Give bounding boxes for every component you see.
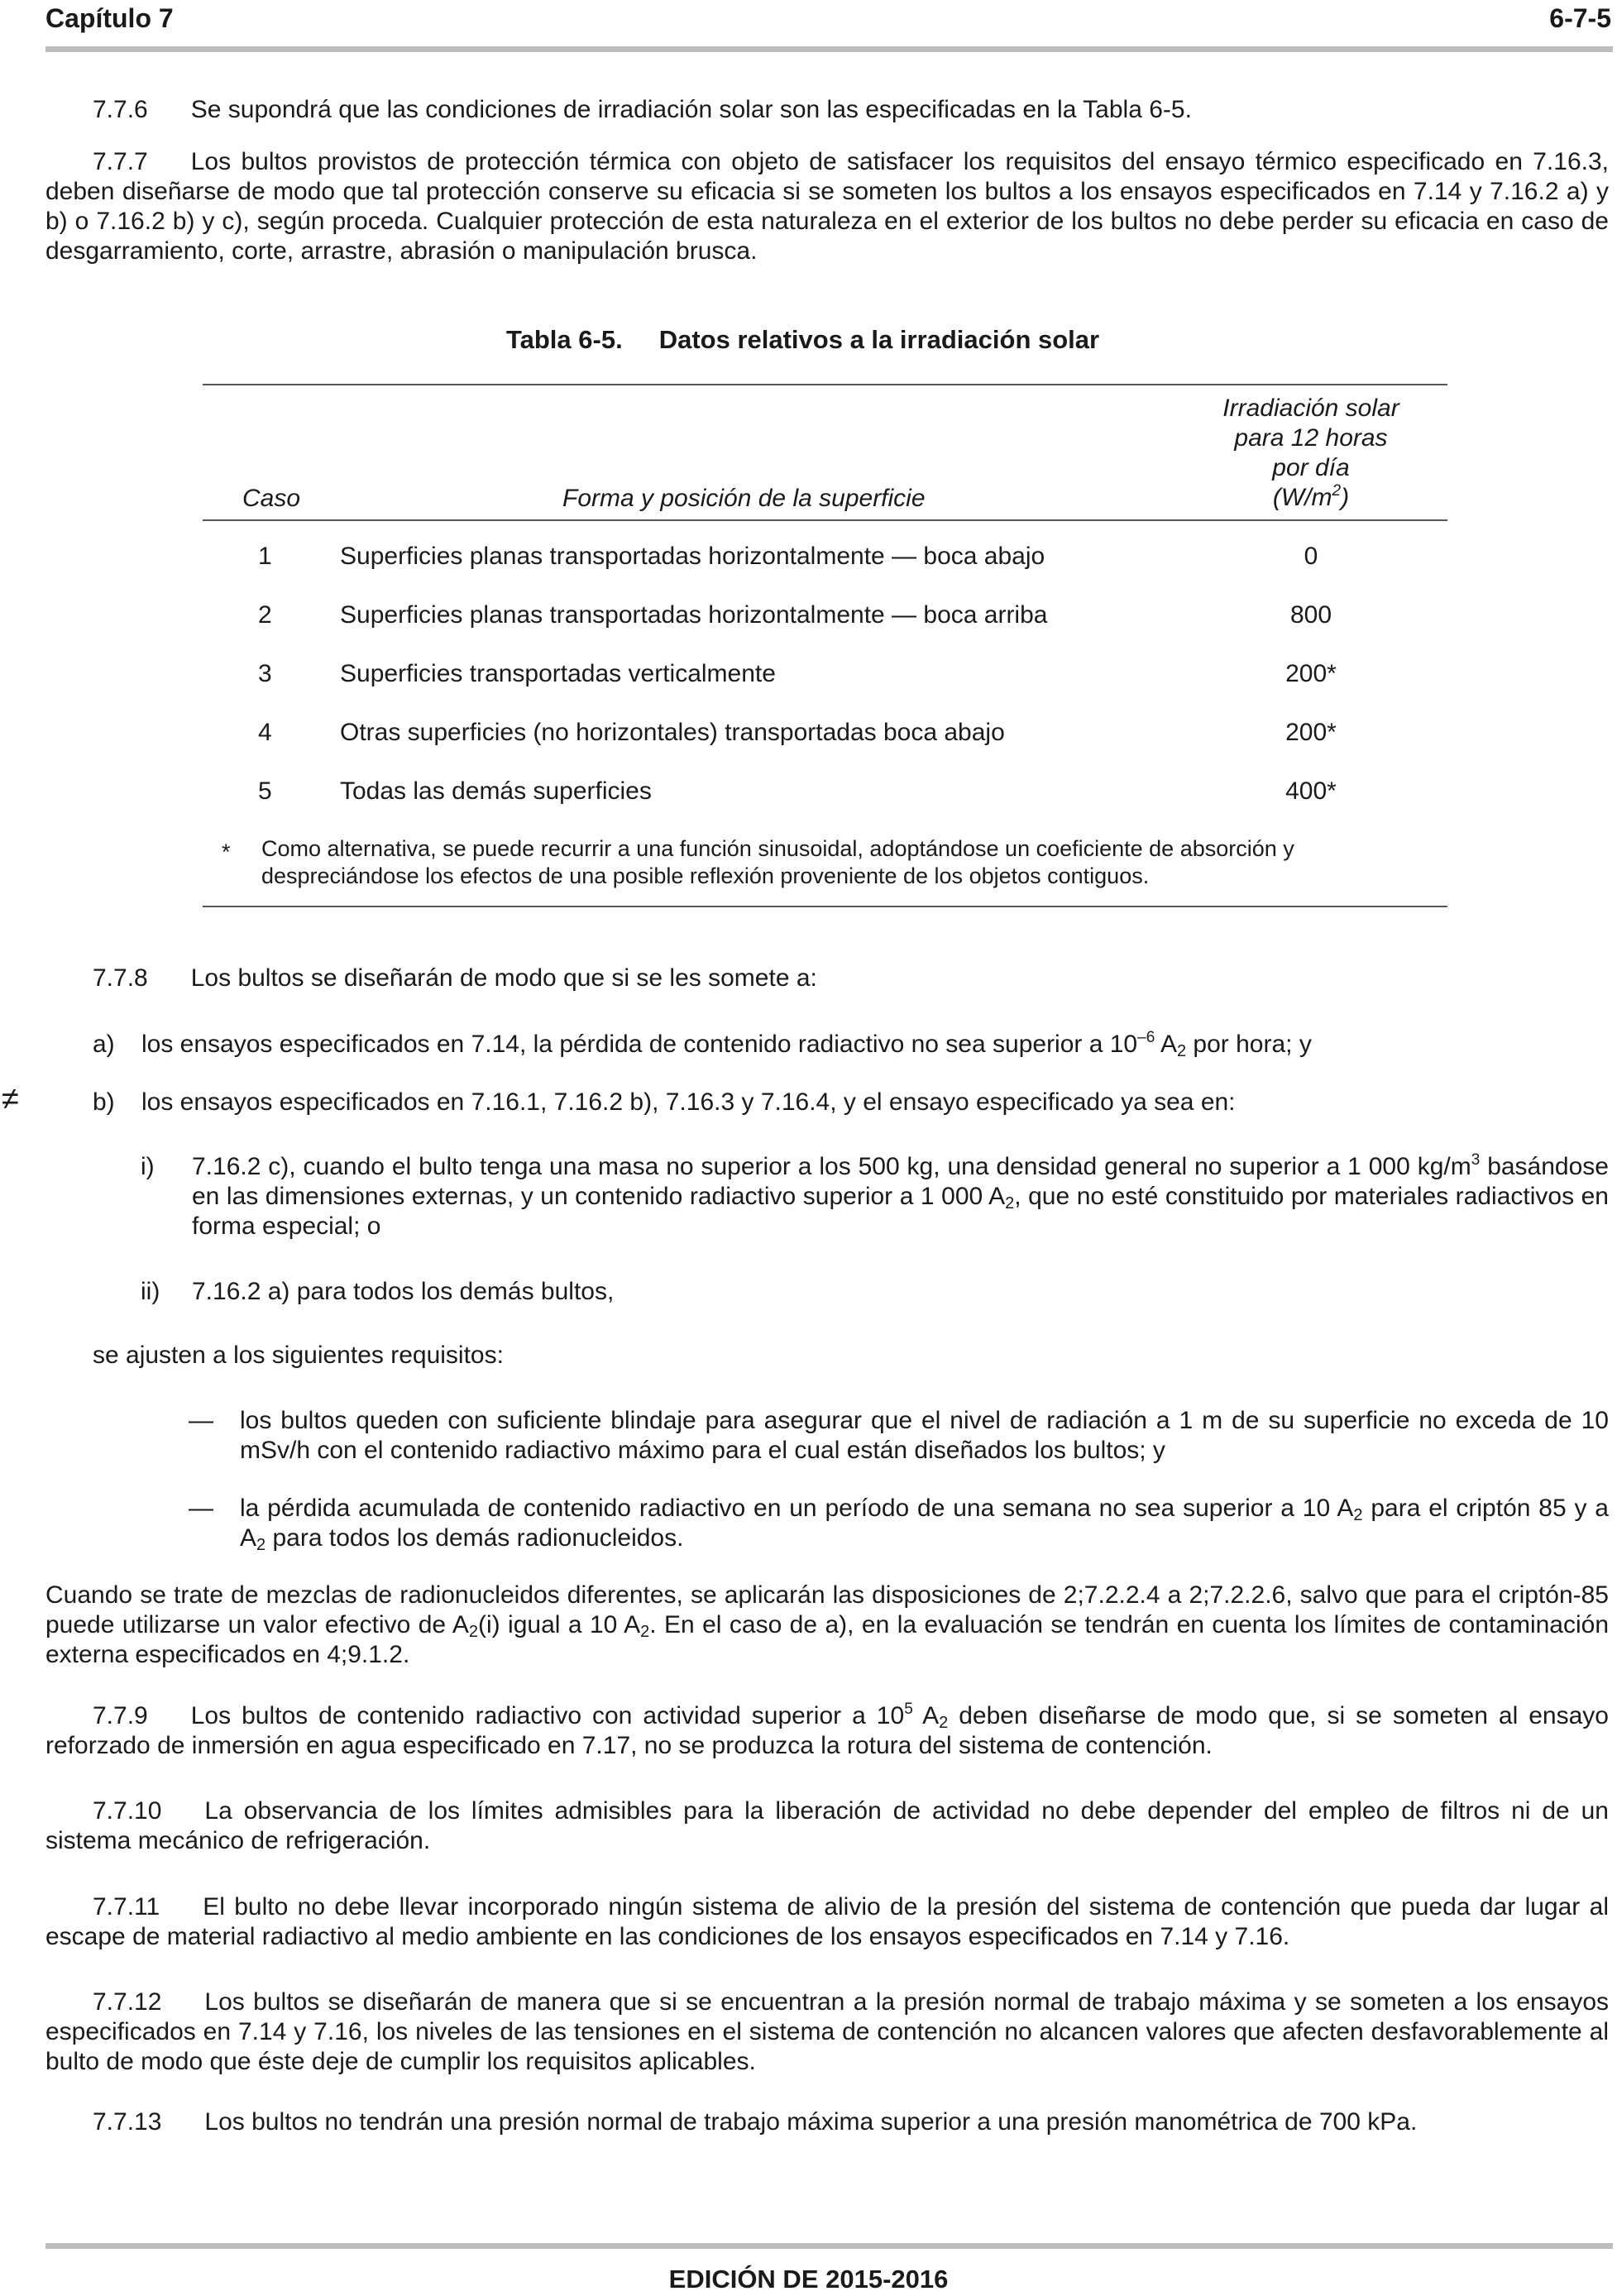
- dash-bullet: —: [189, 1407, 213, 1434]
- page-number: 6-7-5: [1549, 3, 1611, 33]
- cell-case: 2: [258, 601, 272, 629]
- para-number: 7.7.8: [93, 964, 148, 992]
- para-text: La observancia de los límites admisibles para la liberación de actividad no debe depender del empleo de filtros ni de un sistema mecánico de refrigeración.: [45, 1797, 1609, 1854]
- cell-surface: Otras superficies (no horizontales) transportadas boca abajo: [340, 719, 1005, 746]
- para-text: Los bultos se diseñarán de manera que si se encuentran a la presión normal de trabajo máxima y se someten a los ensayos especificados en 7.14 y 7.16, los niveles de las tensiones en el sistema de contención no alcancen valores que afecten desfavorablemente al bulto de modo que éste deje de cumplir los requisitos aplicables.: [45, 1988, 1609, 2075]
- paragraph-7-7-12: [45, 1987, 1609, 2077]
- cell-case: 5: [258, 777, 272, 805]
- para-number: 7.7.11: [93, 1893, 160, 1921]
- dash-bullet: —: [189, 1495, 213, 1522]
- item-a-text: los ensayos especificados en 7.14, la pérdida de contenido radiactivo no sea superior a $10^{-6}$ $A_2$ por hora; y: [141, 1029, 1312, 1060]
- footer-rule: [45, 2243, 1613, 2249]
- col-header-surface: Forma y posición de la superficie: [562, 485, 926, 512]
- para-number: 7.7.7: [93, 148, 148, 175]
- cell-surface: Superficies planas transportadas horizontalmente — boca arriba: [340, 601, 1048, 629]
- para-text: Se supondrá que las condiciones de irradiación solar son las especificadas en la Tabla 6-5.: [190, 96, 1192, 123]
- cell-value: 400*: [1285, 777, 1337, 805]
- para-number: 7.7.12: [93, 1988, 162, 2016]
- table-label: Tabla 6-5.: [506, 325, 623, 354]
- para-text: El bulto no debe llevar incorporado ningún sistema de alivio de la presión del sistema de contención que pueda dar lugar al escape de material radiactivo al medio ambiente en las condiciones de los ensayos especificados en 7.14 y 7.16.: [45, 1893, 1609, 1950]
- cell-value: 200*: [1285, 660, 1337, 687]
- requirement-shielding: los bultos queden con suficiente blindaje para asegurar que el nivel de radiación a 1 m de su superficie no exceda de 10 mSv/h con el contenido radiactivo máximo para el cual están diseñados los bultos; y: [240, 1407, 1609, 1464]
- chapter-title: Capítulo 7: [45, 3, 174, 33]
- paragraph-7-7-13: [93, 2107, 1610, 2137]
- para-number: 7.7.13: [93, 2108, 162, 2136]
- para-text: Los bultos provistos de protección térmica con objeto de satisfacer los requisitos del ensayo térmico especificado en 7.16.3, deben diseñarse de modo que tal protección conserve su eficacia si se someten los bultos a los ensayos especificados en 7.14 y 7.16.2 a) y b) o 7.16.2 b) y c), según proceda. Cualquier protección de esta naturaleza en el exterior de los bultos no debe perder su eficacia en caso de desgarramiento, corte, arrastre, abrasión o manipulación brusca.: [45, 148, 1609, 265]
- cell-case: 1: [258, 543, 272, 570]
- para-text: Los bultos no tendrán una presión normal de trabajo máxima superior a una presión manométrica de 700 kPa.: [204, 2108, 1418, 2136]
- item-i-text: 7.16.2 c), cuando el bulto tenga una masa no superior a los 500 kg, una densidad general no superior a 1 000 $kg/m^3$ basándose en las dimensiones externas, y un contenido radiactivo superior a 1 000 $A_2$, que no esté constituido por materiales radiactivos en forma especial; o: [192, 1151, 1609, 1240]
- para-number: 7.7.9: [93, 1702, 148, 1729]
- edition-footer: EDICIÓN DE 2015-2016: [668, 2265, 949, 2294]
- paragraph-7-7-6: [93, 95, 1606, 125]
- item-b-label: b): [93, 1088, 115, 1116]
- para-text: Los bultos se diseñarán de modo que si se les somete a:: [190, 964, 817, 992]
- requirement-loss: la pérdida acumulada de contenido radiactivo en un período de una semana no sea superior a 10 $A_2$ para el criptón 85 y a $A_2$ para todos los demás radionucleidos.: [240, 1495, 1609, 1554]
- paragraph-7-7-8: [93, 964, 817, 993]
- table-caption: Datos relativos a la irradiación solar: [658, 325, 1100, 354]
- cell-case: 3: [258, 660, 272, 687]
- cell-value: 200*: [1285, 719, 1337, 746]
- table-top-rule: [203, 384, 1447, 385]
- item-ii-label: ii): [141, 1278, 160, 1305]
- item-b-text: los ensayos especificados en 7.16.1, 7.16.2 b), 7.16.3 y 7.16.4, y el ensayo especificado ya sea en:: [141, 1088, 1236, 1116]
- table-bottom-rule: [203, 906, 1447, 907]
- paragraph-7-7-10: [45, 1796, 1609, 1856]
- paragraph-7-7-7: [45, 147, 1609, 266]
- cell-value: 0: [1304, 543, 1318, 570]
- item-a-label: a): [93, 1031, 115, 1058]
- margin-change-mark: ≠: [2, 1082, 19, 1117]
- paragraph-7-7-11: [45, 1892, 1609, 1952]
- footnote-mark: *: [222, 839, 231, 864]
- item-ii-text: 7.16.2 a) para todos los demás bultos,: [192, 1278, 615, 1305]
- item-i-label: i): [141, 1153, 155, 1180]
- col-header-case: Caso: [242, 485, 301, 512]
- cell-surface: Todas las demás superficies: [340, 777, 652, 805]
- table-header-rule: [203, 519, 1447, 521]
- requisitos-intro: se ajusten a los siguientes requisitos:: [93, 1342, 504, 1369]
- header-rule: [45, 46, 1613, 52]
- cell-surface: Superficies planas transportadas horizontalmente — boca abajo: [340, 543, 1045, 570]
- para-number: 7.7.10: [93, 1797, 162, 1825]
- table-footnote: Como alternativa, se puede recurrir a una función sinusoidal, adoptándose un coeficiente de absorción y despreciándose los efectos de una posible reflexión proveniente de los objetos contiguos.: [261, 836, 1294, 888]
- paragraph-7-7-9: 7.7.9 Los bultos de contenido radiactivo con actividad superior a $10^5$ $A_2$ deben diseñarse de modo que, si se someten al ensayo reforzado de inmersión en agua especificado en 7.17, no se produzca la rotura del sistema de contención.: [45, 1700, 1609, 1759]
- paragraph-mixtures: Cuando se trate de mezclas de radionucleidos diferentes, se aplicarán las disposiciones de 2;7.2.2.4 a 2;7.2.2.6, salvo que para el criptón-85 puede utilizarse un valor efectivo de $A_2(i)$ igual a 10 $A_2$. En el caso de a), en la evaluación se tendrán en cuenta los límites de contaminación externa especificados en 4;9.1.2.: [45, 1581, 1610, 1668]
- col-header-irradiation: Irradiación solar para 12 horas por día $(W/m^2)$: [1222, 395, 1399, 511]
- cell-case: 4: [258, 719, 272, 746]
- cell-surface: Superficies transportadas verticalmente: [340, 660, 776, 687]
- para-number: 7.7.6: [93, 96, 148, 123]
- cell-value: 800: [1289, 601, 1332, 629]
- table-title: [506, 325, 1099, 355]
